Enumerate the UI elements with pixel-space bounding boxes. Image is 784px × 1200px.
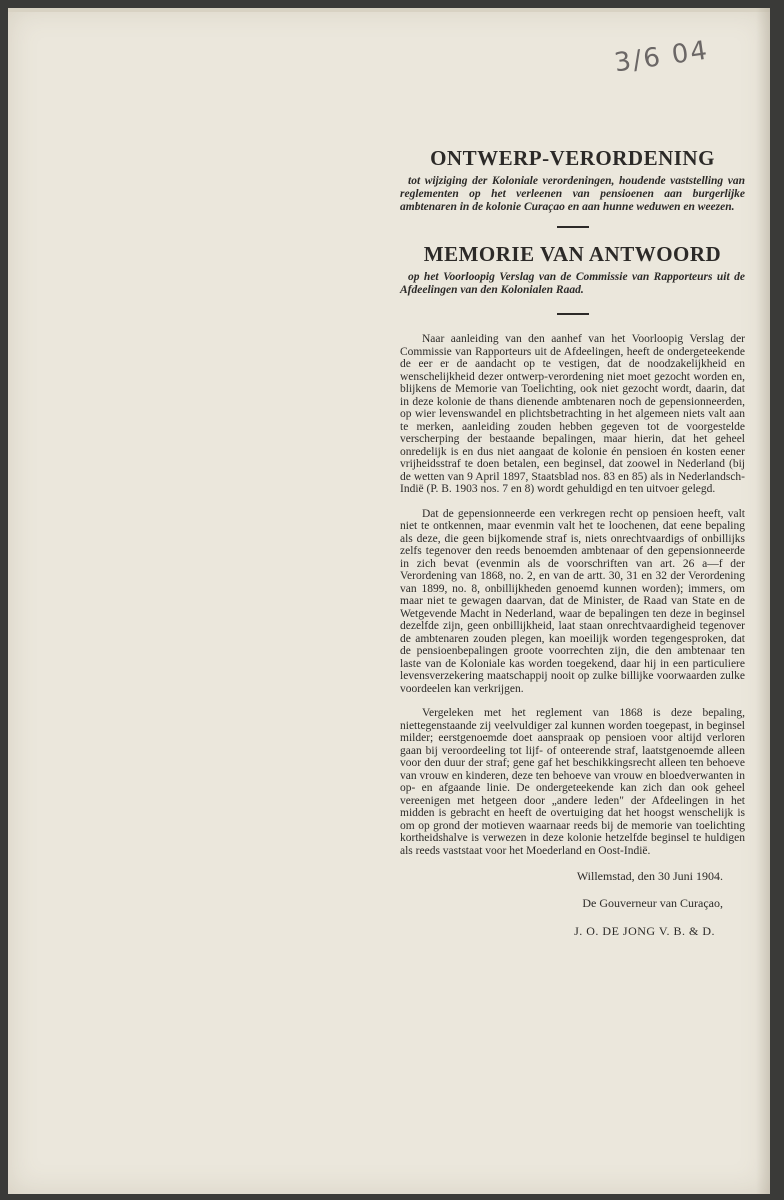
memorie-subtitle: op het Voorloopig Verslag van de Commissie van Rapporteurs uit de Afdeelingen van den Kolonialen Raad. bbox=[400, 271, 745, 296]
signature-role: De Gouverneur van Curaçao, bbox=[582, 896, 723, 910]
body-paragraph: Dat de gepensionneerde een verkregen recht op pensioen heeft, valt niet te ontkennen, maar evenmin valt het te loochenen, dat eene bepaling als deze, die geen bijkomende straf is, niets onrechtvaardigs of onbillijks zelfs tegenover den reeds benoemden ambtenaar of den gepensionneerde in zich bevat (evenmin als de voorschriften van art. 26 a—f der Verordening van 1868, no. 2, en van de artt. 30, 31 en 32 der Verordening van 1899, no. 8, onbillijkheden genoemd kunnen worden); immers, om maar niet te gewagen daarvan, dat de Minister, de Raad van State en de Wetgevende Macht in Nederland, waar de bepalingen ten deze in beginsel dezelfde zijn, geen onbillijkheid, laat staan onrechtvaardigheid tegenover de ambtenaren zouden plegen, kan moeilijk worden tegengesproken, dat de pensioenbepalingen groote voorrechten zijn, die den ambtenaar ten laste van de Koloniale kas worden toegekend, daar hij in een particuliere levensverzekering maatschappij nooit op zulke billijke voorwaarden zulke voordeelen kan verkrijgen. bbox=[400, 507, 745, 695]
ordinance-title: ONTWERP-VERORDENING bbox=[430, 146, 715, 170]
handwritten-annotation: 3/6 04 bbox=[612, 35, 711, 79]
signature-place-date: Willemstad, den 30 Juni 1904. bbox=[576, 869, 723, 883]
body-paragraph: Vergeleken met het reglement van 1868 is deze bepaling, niettegenstaande zij veelvuldiger zal kunnen worden toegepast, in beginsel milder; eerstgenoemde doet aanspraak op pensioen voor altijd verloren gaan bij veroordeeling tot lijf- of onteerende straf, laatstgenoemde alleen voor den duur der straf; gene gaf het beschikkingsrecht alleen ten behoeve van vrouw en kinderen, deze ten behoeve van vrouw en bloedverwanten in op- en afgaande linie. De ondergeteekende kan zich dan ook geheel vereenigen met hetgeen door „andere leden" der Afdeelingen in het midden is gebracht en heeft de overtuiging dat het hoogst wenschelijk is om op grond der motieven waarnaar reeds bij de memorie van toelichting kortheidshalve is verwezen in deze kolonie hetzelfde beginsel te huldigen als reeds vaststaat voor het Moederland en Oost-Indië. bbox=[400, 707, 745, 857]
document-column bbox=[400, 146, 745, 939]
memorie-body bbox=[400, 333, 745, 857]
signature-name: J. O. DE JONG V. B. & D. bbox=[574, 924, 715, 938]
body-paragraph: Naar aanleiding van den aanhef van het Voorloopig Verslag der Commissie van Rapporteurs uit de Afdeelingen, heeft de ondergeteekende de eer er de aandacht op te vestigen, dat de noodzakelijkheid en wenschelijkheid dezer ontwerp-verordening niet moet gezocht worden en, blijkens de Memorie van Toelichting, ook niet gezocht wordt, daarin, dat in deze kolonie de thans dienende ambtenaren noch de gepensionneerden, op wier levenswandel en plichtsbetrachting in het algemeen niets valt aan te merken, aanleiding zouden hebben gegeven tot de voorgestelde verscherping der bestaande bepalingen, maar hierin, dat het geheel onredelijk is en dus niet aangaat de kolonie én pensioen én kosten eener vrijheidsstraf te doen betalen, een beginsel, dat zoowel in Nederland (bij de wetten van 9 April 1897, Staatsblad nos. 83 en 85) als in Nederlandsch-Indië (P. B. 1903 nos. 7 en 8) wordt gehuldigd en ten uitvoer gelegd. bbox=[400, 333, 745, 495]
section-divider bbox=[557, 313, 589, 315]
ordinance-subtitle: tot wijziging der Koloniale verordeningen, houdende vaststelling van reglementen op het verleenen van pensioenen aan burgerlijke ambtenaren in de kolonie Curaçao en aan hunne weduwen en weezen. bbox=[400, 175, 745, 213]
memorie-title: MEMORIE VAN ANTWOORD bbox=[423, 242, 722, 266]
document-page bbox=[8, 8, 770, 1194]
section-divider bbox=[557, 226, 589, 228]
